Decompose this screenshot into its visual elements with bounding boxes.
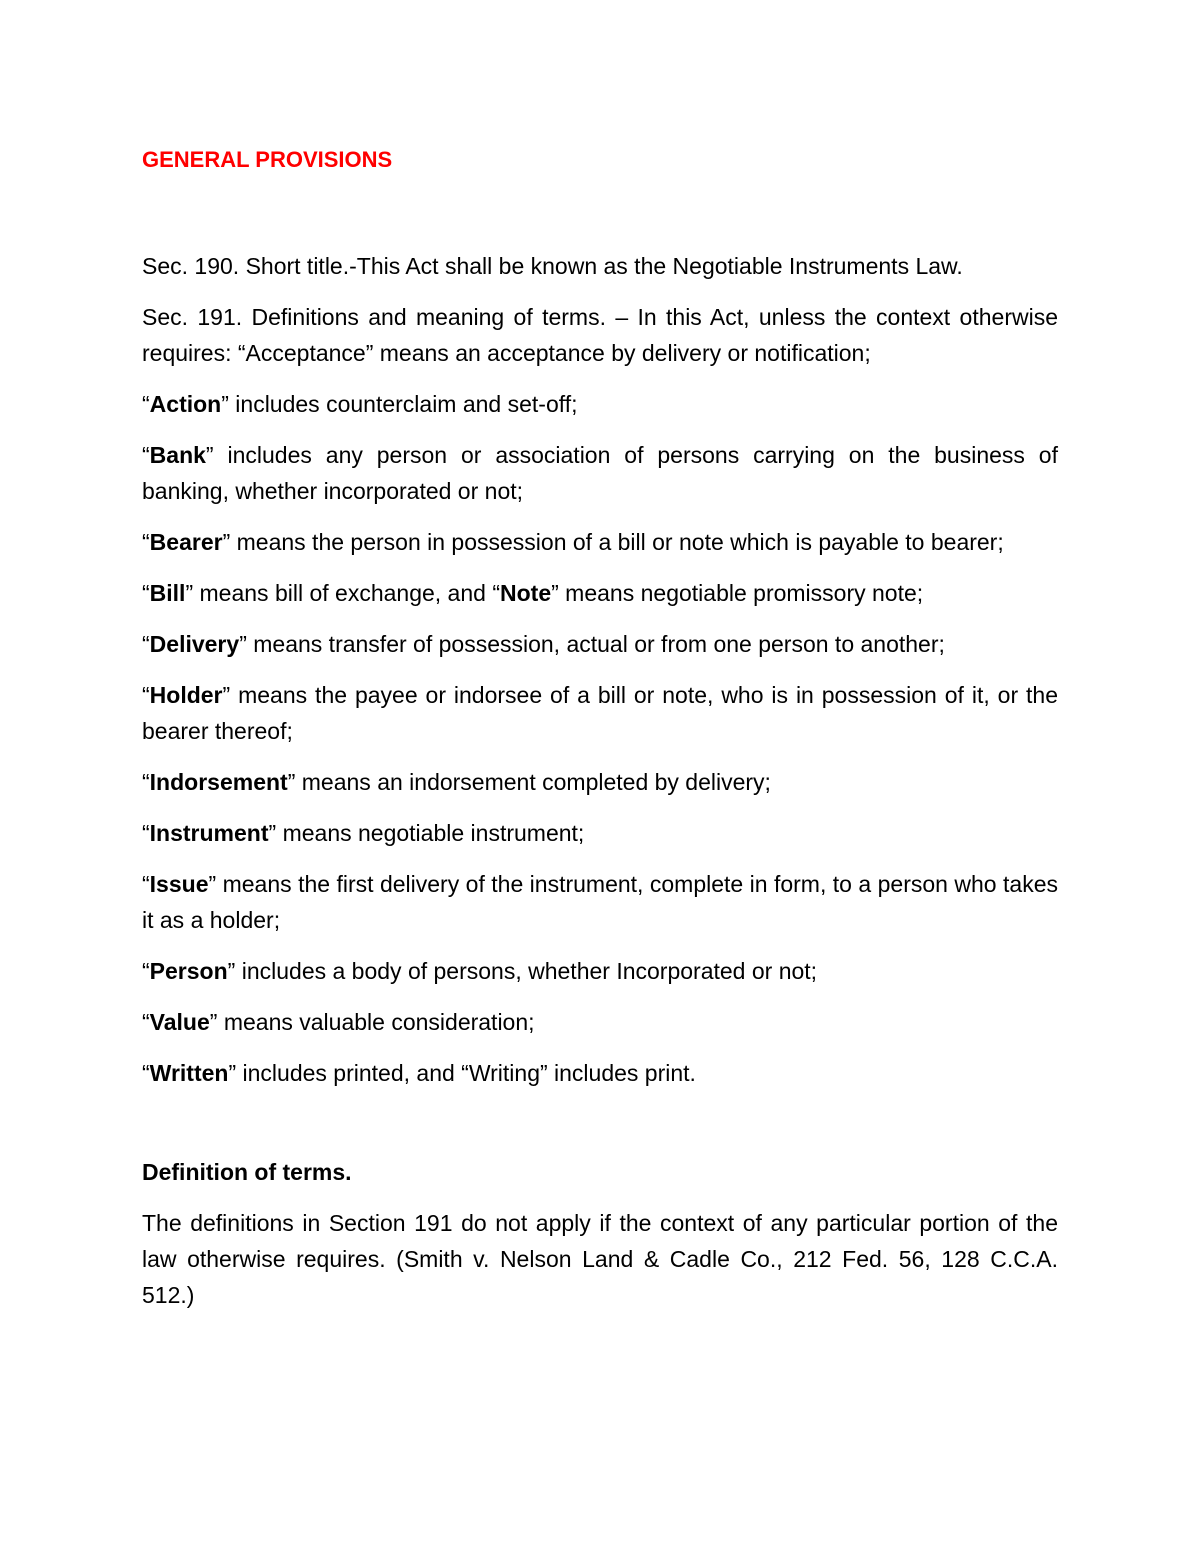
sec-191-paragraph: Sec. 191. Definitions and meaning of terms. – In this Act, unless the context otherwise requires: “Acceptance” means an acceptance by delivery or notification;: [142, 304, 1058, 366]
defined-term: Note: [500, 580, 552, 606]
definition-text: includes any person or association of persons carrying on the business of banking, whether incorporated or not;: [142, 442, 1058, 504]
defined-term: Holder: [149, 682, 223, 708]
definition-item: [142, 953, 1058, 989]
definition-item: [142, 677, 1058, 749]
definition-text: means the person in possession of a bill or note which is payable to bearer;: [230, 529, 1004, 555]
definition-text: means bill of exchange, and: [193, 580, 493, 606]
definition-text: means the payee or indorsee of a bill or note, who is in possession of it, or the bearer thereof;: [142, 682, 1058, 744]
defined-term: Instrument: [149, 820, 269, 846]
definition-item: [142, 437, 1058, 509]
close-quote: ”: [239, 631, 247, 657]
section-heading: GENERAL PROVISIONS: [142, 147, 393, 172]
open-quote: “: [142, 820, 150, 846]
close-quote: ”: [185, 580, 194, 606]
definition-text: means the first delivery of the instrument, complete in form, to a person who takes it as a holder;: [142, 871, 1058, 933]
defined-term: Bearer: [149, 529, 223, 555]
spacer: [142, 1106, 1058, 1154]
definitions-list: [142, 386, 1058, 1091]
definition-item: [142, 815, 1058, 851]
defined-term: Delivery: [149, 631, 240, 657]
defined-term: Action: [149, 391, 222, 417]
definition-item: [142, 1004, 1058, 1040]
open-quote: “: [142, 871, 150, 897]
definition-text: includes printed, and “Writing” includes print.: [236, 1060, 696, 1086]
definition-item: [142, 575, 1058, 611]
definition-item: [142, 386, 1058, 422]
closing-paragraph: The definitions in Section 191 do not apply if the context of any particular portion of the law otherwise requires. (Smith v. Nelson Land & Cadle Co., 212 Fed. 56, 128 C.C.A. 512.): [142, 1210, 1058, 1308]
definition-item: [142, 524, 1058, 560]
document-page: [142, 140, 1058, 1328]
definition-text: means negotiable promissory note;: [558, 580, 924, 606]
definition-item: [142, 1055, 1058, 1091]
definition-text: means transfer of possession, actual or from one person to another;: [246, 631, 945, 657]
defined-term: Written: [149, 1060, 229, 1086]
close-quote: ”: [221, 391, 229, 417]
defined-term: Bank: [149, 442, 206, 468]
definition-text: means an indorsement completed by delivery;: [295, 769, 771, 795]
close-quote: ”: [208, 871, 217, 897]
open-quote: “: [492, 580, 500, 606]
close-quote: ”: [222, 529, 231, 555]
open-quote: “: [142, 391, 150, 417]
close-quote: ”: [228, 1060, 237, 1086]
sec-190-paragraph: Sec. 190. Short title.-This Act shall be known as the Negotiable Instruments Law.: [142, 253, 963, 279]
open-quote: “: [142, 631, 150, 657]
definition-item: [142, 764, 1058, 800]
open-quote: “: [142, 958, 150, 984]
definition-item: [142, 626, 1058, 662]
open-quote: “: [142, 529, 150, 555]
open-quote: “: [142, 682, 150, 708]
close-quote: ”: [268, 820, 277, 846]
defined-term: Value: [149, 1009, 210, 1035]
close-quote: ”: [287, 769, 296, 795]
open-quote: “: [142, 580, 150, 606]
definition-of-terms-heading: Definition of terms.: [142, 1159, 352, 1185]
close-quote: ”: [227, 958, 236, 984]
close-quote: ”: [205, 442, 214, 468]
definition-text: includes counterclaim and set-off;: [228, 391, 578, 417]
definition-item: [142, 866, 1058, 938]
close-quote: ”: [222, 682, 231, 708]
defined-term: Person: [149, 958, 228, 984]
open-quote: “: [142, 442, 150, 468]
definition-text: means negotiable instrument;: [276, 820, 585, 846]
defined-term: Issue: [149, 871, 209, 897]
definition-text: means valuable consideration;: [217, 1009, 535, 1035]
open-quote: “: [142, 1009, 150, 1035]
defined-term: Bill: [149, 580, 186, 606]
open-quote: “: [142, 1060, 150, 1086]
open-quote: “: [142, 769, 150, 795]
defined-term: Indorsement: [149, 769, 288, 795]
close-quote: ”: [209, 1009, 218, 1035]
definition-text: includes a body of persons, whether Incorporated or not;: [235, 958, 818, 984]
close-quote: ”: [551, 580, 559, 606]
